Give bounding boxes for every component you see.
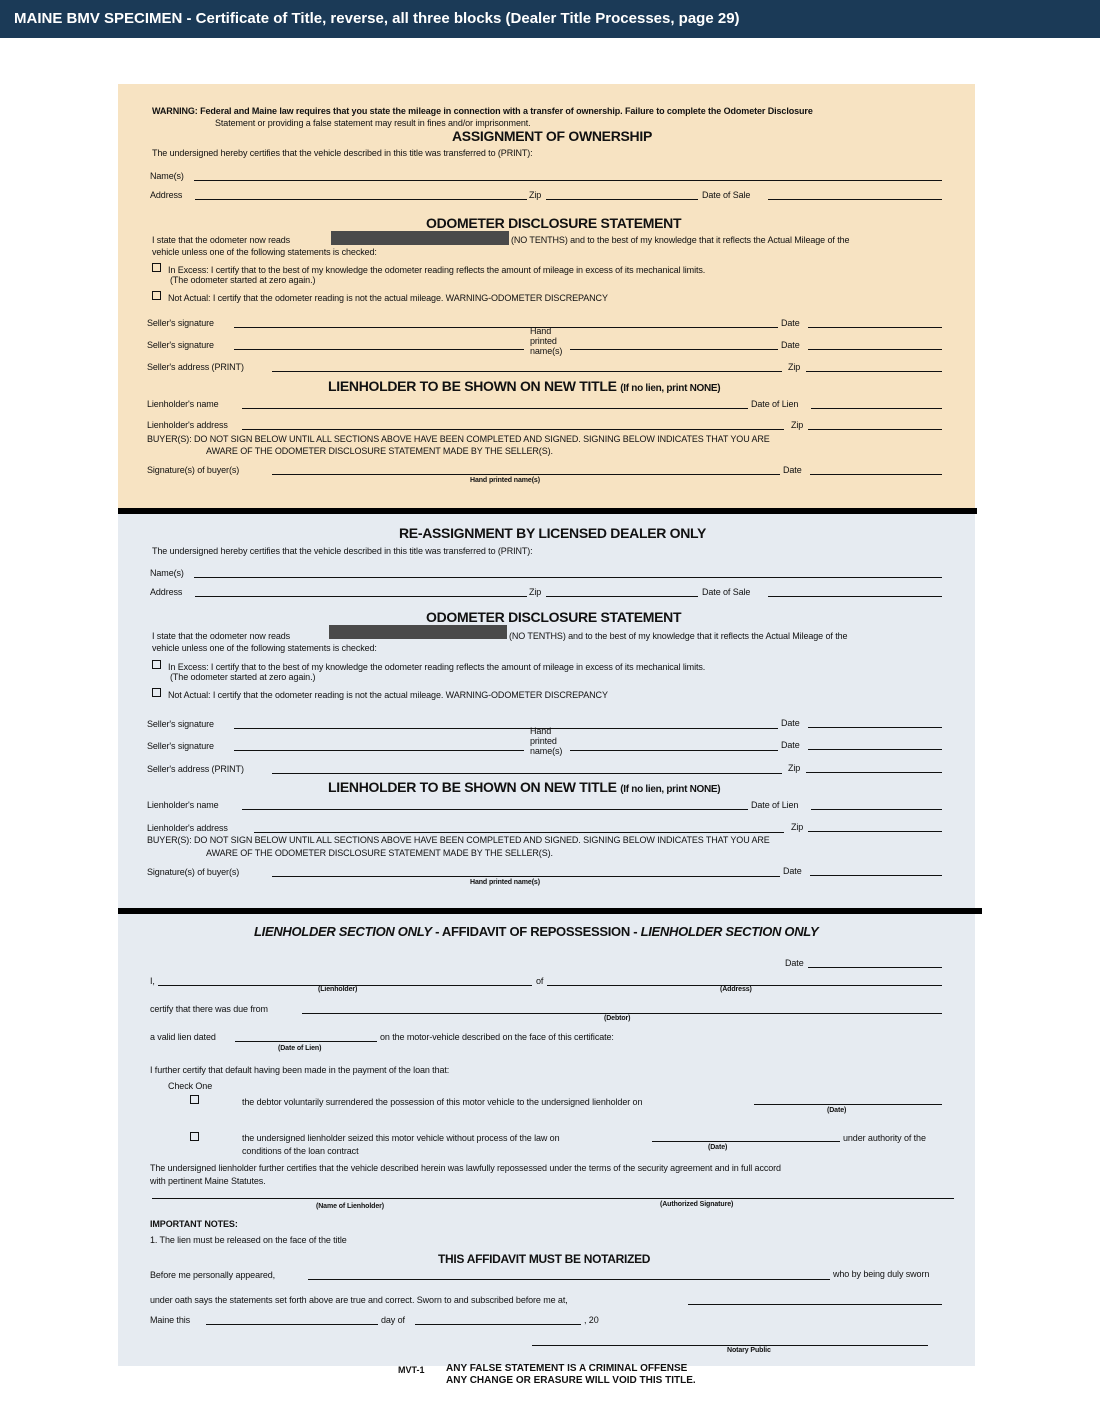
date-of-lien-label: Date of Lien (751, 399, 799, 409)
seized-date-field[interactable] (652, 1141, 840, 1142)
buyer-warning: BUYER(S): DO NOT SIGN BELOW UNTIL ALL SECTIONS ABOVE HAVE BEEN COMPLETED AND SIGNED. SIGNING BELOW INDICATES THAT YOU ARE (147, 434, 770, 444)
lienholder-address-field[interactable] (254, 832, 784, 833)
further-certify-text: I further certify that default having been made in the payment of the loan that: (150, 1065, 450, 1075)
affidavit-of-repossession-block (118, 914, 975, 1366)
odometer-title: ODOMETER DISCLOSURE STATEMENT (426, 215, 682, 231)
date-field[interactable] (808, 327, 942, 328)
before-me-text: Before me personally appeared, (150, 1270, 276, 1280)
zip-field[interactable] (546, 596, 698, 597)
warning-text-2: Statement or providing a false statement may result in fines and/or imprisonment. (215, 118, 531, 128)
hand-printed-name-field[interactable] (570, 349, 778, 350)
notarized-heading: THIS AFFIDAVIT MUST BE NOTARIZED (438, 1252, 651, 1266)
lienholder-address-label: Lienholder's address (147, 420, 228, 430)
in-excess-checkbox[interactable] (152, 660, 161, 669)
date-field-2[interactable] (808, 349, 942, 350)
in-excess-text: In Excess: I certify that to the best of my knowledge the odometer reading reflects the amount of mileage in excess of its mechanical limits. (168, 265, 706, 275)
assignment-of-ownership-block (118, 84, 975, 508)
odometer-title: ODOMETER DISCLOSURE STATEMENT (426, 609, 682, 625)
lienholder-address-field[interactable] (242, 429, 784, 430)
buyer-signature-field[interactable] (272, 876, 780, 877)
odometer-reading-redacted[interactable] (331, 231, 509, 245)
month-field[interactable] (415, 1324, 581, 1325)
debtor-caption: (Debtor) (604, 1015, 631, 1022)
date-label-3: Date (783, 465, 802, 475)
seller-address-label: Seller's address (PRINT) (147, 362, 244, 372)
seized-vehicle-checkbox[interactable] (190, 1132, 199, 1141)
date-caption-2: (Date) (708, 1144, 728, 1151)
names-label: Name(s) (150, 568, 184, 578)
sworn-location-field[interactable] (688, 1304, 942, 1305)
zip-label-3: Zip (791, 822, 804, 832)
loan-conditions-text: conditions of the loan contract (242, 1146, 359, 1156)
page-header: MAINE BMV SPECIMEN - Certificate of Title, reverse, all three blocks (Dealer Title Processes, page 29) (0, 0, 1100, 38)
seller-signature-field[interactable] (234, 728, 778, 729)
zip-label-2: Zip (788, 763, 801, 773)
seller-signature-field[interactable] (234, 327, 778, 328)
zip-field-2[interactable] (806, 772, 942, 773)
lienholder-name-field[interactable] (242, 809, 748, 810)
seller-signature-field-2[interactable] (234, 750, 524, 751)
lienholder-caption: (Lienholder) (318, 986, 358, 993)
seller-signature-label-2: Seller's signature (147, 741, 214, 751)
names-field[interactable] (194, 180, 942, 181)
date-of-sale-label: Date of Sale (702, 190, 751, 200)
address-label: Address (150, 190, 183, 200)
false-statement-warning: ANY FALSE STATEMENT IS A CRIMINAL OFFENSE (446, 1363, 688, 1374)
zip-field-2[interactable] (806, 371, 942, 372)
day-field[interactable] (206, 1324, 378, 1325)
warning-text: WARNING: Federal and Maine law requires that you state the mileage in connection with a transfer of ownership. Failure to complete the Odometer Disclosure (152, 106, 813, 116)
date-label: Date (781, 318, 800, 328)
day-of-label: day of (381, 1315, 405, 1325)
buyer-warning-2: AWARE OF THE ODOMETER DISCLOSURE STATEMENT MADE BY THE SELLER(S). (206, 446, 553, 456)
seller-signature-field-2[interactable] (234, 349, 524, 350)
note-1: 1. The lien must be released on the face of the title (150, 1235, 347, 1245)
repossession-text-2: with pertinent Maine Statutes. (150, 1176, 266, 1186)
duly-sworn-text: who by being duly sworn (833, 1269, 930, 1279)
date-of-sale-field[interactable] (768, 199, 942, 200)
names-field[interactable] (194, 577, 942, 578)
date-field[interactable] (808, 727, 942, 728)
seller-signature-label: Seller's signature (147, 318, 214, 328)
date-field[interactable] (808, 967, 942, 968)
in-excess-checkbox[interactable] (152, 263, 161, 272)
maine-this-label: Maine this (150, 1315, 191, 1325)
of-label: of (536, 976, 544, 986)
repossession-text: The undersigned lienholder further certifies that the vehicle described herein was lawfully repossessed under the terms of the security agreement and in full accord (150, 1163, 781, 1173)
zip-field-3[interactable] (808, 429, 942, 430)
voluntary-surrender-checkbox[interactable] (190, 1095, 199, 1104)
notary-signature-field[interactable] (532, 1345, 928, 1346)
date-of-lien-field[interactable] (811, 408, 942, 409)
form-number: MVT-1 (398, 1365, 425, 1375)
certify-text: The undersigned hereby certifies that the vehicle described in this title was transferred to (PRINT): (152, 546, 533, 556)
lienholder-signature-field[interactable] (152, 1198, 954, 1199)
surrender-date-field[interactable] (754, 1104, 942, 1105)
buyer-warning: BUYER(S): DO NOT SIGN BELOW UNTIL ALL SECTIONS ABOVE HAVE BEEN COMPLETED AND SIGNED. SIGNING BELOW INDICATES THAT YOU ARE (147, 835, 770, 845)
seller-signature-label: Seller's signature (147, 719, 214, 729)
section-title: ASSIGNMENT OF OWNERSHIP (452, 128, 652, 144)
zip-label: Zip (529, 587, 542, 597)
date-label-3: Date (783, 866, 802, 876)
odometer-text-3: vehicle unless one of the following statements is checked: (152, 643, 377, 653)
address-caption: (Address) (720, 986, 752, 993)
not-actual-text: Not Actual: I certify that the odometer reading is not the actual mileage. WARNING-ODOMETER DISCREPANCY (168, 690, 608, 700)
hand-printed-label: Hand (530, 726, 552, 736)
name-of-lienholder-caption: (Name of Lienholder) (316, 1203, 385, 1210)
not-actual-checkbox[interactable] (152, 688, 161, 697)
on-vehicle-text: on the motor-vehicle described on the face of this certificate: (380, 1032, 614, 1042)
date-of-lien-label: Date of Lien (751, 800, 799, 810)
hand-printed-name-caption: Hand printed name(s) (470, 879, 540, 886)
date-label-2: Date (781, 740, 800, 750)
authorized-signature-caption: (Authorized Signature) (660, 1201, 734, 1208)
under-oath-text: under oath says the statements set forth above are true and correct. Sworn to and subscribed before me at, (150, 1295, 568, 1305)
odometer-text-2: (NO TENTHS) and to the best of my knowledge that it reflects the Actual Mileage of the (511, 235, 850, 245)
seller-signature-label-2: Seller's signature (147, 340, 214, 350)
certify-due-text: certify that there was due from (150, 1004, 268, 1014)
check-one-label: Check One (168, 1081, 213, 1091)
address-label: Address (150, 587, 183, 597)
lienholder-title: LIENHOLDER TO BE SHOWN ON NEW TITLE (If no lien, print NONE) (328, 378, 721, 394)
in-excess-text: In Excess: I certify that to the best of my knowledge the odometer reading reflects the amount of mileage in excess of its mechanical limits. (168, 662, 706, 672)
section-title: LIENHOLDER SECTION ONLY - AFFIDAVIT OF REPOSSESSION - LIENHOLDER SECTION ONLY (254, 924, 819, 939)
zip-field-3[interactable] (808, 831, 942, 832)
hand-printed-label: Hand (530, 326, 552, 336)
date-of-lien-caption: (Date of Lien) (278, 1045, 322, 1052)
debtor-field[interactable] (302, 1013, 942, 1014)
hand-printed-label-3: name(s) (530, 746, 563, 756)
voluntary-surrender-text: the debtor voluntarily surrendered the possession of this motor vehicle to the undersigned lienholder on (242, 1097, 643, 1107)
in-excess-note: (The odometer started at zero again.) (170, 672, 316, 682)
zip-label: Zip (529, 190, 542, 200)
date-label: Date (785, 958, 804, 968)
odometer-text: I state that the odometer now reads (152, 235, 291, 245)
lienholder-name-label: Lienholder's name (147, 800, 219, 810)
in-excess-note: (The odometer started at zero again.) (170, 275, 316, 285)
date-of-lien-field[interactable] (811, 809, 942, 810)
hand-printed-name-caption: Hand printed name(s) (470, 477, 540, 484)
lienholder-title: LIENHOLDER TO BE SHOWN ON NEW TITLE (If no lien, print NONE) (328, 779, 721, 795)
dealer-reassignment-block (118, 514, 975, 908)
hand-printed-label-2: printed (530, 736, 557, 746)
date-of-sale-label: Date of Sale (702, 587, 751, 597)
lienholder-name-field[interactable] (242, 408, 748, 409)
zip-label-3: Zip (791, 420, 804, 430)
valid-lien-text: a valid lien dated (150, 1032, 216, 1042)
zip-label-2: Zip (788, 362, 801, 372)
date-label-2: Date (781, 340, 800, 350)
date-of-lien-field[interactable] (235, 1041, 377, 1042)
under-authority-text: under authority of the (843, 1133, 926, 1143)
date-label: Date (781, 718, 800, 728)
not-actual-checkbox[interactable] (152, 291, 161, 300)
hand-printed-name-field[interactable] (570, 750, 778, 751)
seller-address-field[interactable] (272, 773, 782, 774)
seized-vehicle-text: the undersigned lienholder seized this motor vehicle without process of the law on (242, 1133, 560, 1143)
hand-printed-label-2: printed (530, 336, 557, 346)
date-caption: (Date) (827, 1107, 847, 1114)
odometer-text-2: (NO TENTHS) and to the best of my knowledge that it reflects the Actual Mileage of the (509, 631, 848, 641)
date-field-2[interactable] (808, 749, 942, 750)
year-label: , 20 (584, 1315, 599, 1325)
buyer-signature-label: Signature(s) of buyer(s) (147, 867, 240, 877)
hand-printed-label-3: name(s) (530, 346, 563, 356)
seller-address-label: Seller's address (PRINT) (147, 764, 244, 774)
not-actual-text: Not Actual: I certify that the odometer reading is not the actual mileage. WARNING-ODOMETER DISCREPANCY (168, 293, 608, 303)
odometer-text: I state that the odometer now reads (152, 631, 291, 641)
seller-address-field[interactable] (272, 371, 782, 372)
date-of-sale-field[interactable] (768, 596, 942, 597)
appeared-name-field[interactable] (308, 1279, 830, 1280)
names-label: Name(s) (150, 171, 184, 181)
zip-field[interactable] (546, 199, 698, 200)
date-field-3[interactable] (810, 875, 942, 876)
notary-public-caption: Notary Public (727, 1347, 771, 1354)
lienholder-name-label: Lienholder's name (147, 399, 219, 409)
section-title: RE-ASSIGNMENT BY LICENSED DEALER ONLY (399, 525, 707, 541)
important-notes-heading: IMPORTANT NOTES: (150, 1219, 238, 1229)
erasure-warning: ANY CHANGE OR ERASURE WILL VOID THIS TITLE. (446, 1375, 696, 1386)
address-field[interactable] (195, 596, 527, 597)
odometer-reading-redacted[interactable] (329, 625, 507, 639)
lienholder-address-label: Lienholder's address (147, 823, 228, 833)
certify-text: The undersigned hereby certifies that the vehicle described in this title was transferred to (PRINT): (152, 148, 533, 158)
i-label: I, (150, 976, 155, 986)
odometer-text-3: vehicle unless one of the following statements is checked: (152, 247, 377, 257)
buyer-warning-2: AWARE OF THE ODOMETER DISCLOSURE STATEMENT MADE BY THE SELLER(S). (206, 848, 553, 858)
address-field[interactable] (195, 199, 527, 200)
date-field-3[interactable] (810, 474, 942, 475)
buyer-signature-label: Signature(s) of buyer(s) (147, 465, 240, 475)
buyer-signature-field[interactable] (272, 474, 780, 475)
